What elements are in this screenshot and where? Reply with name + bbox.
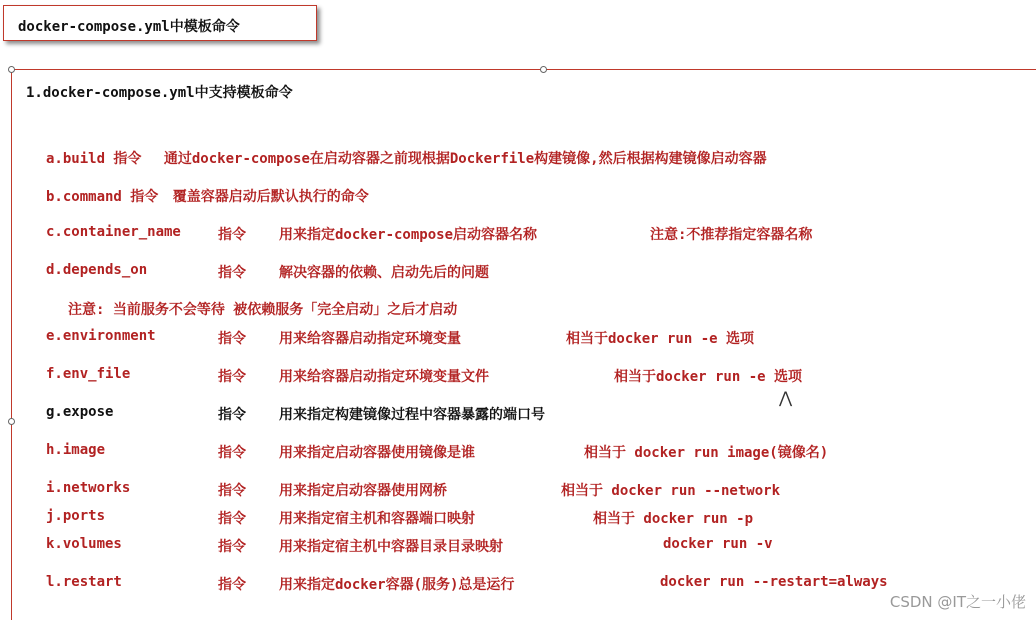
text-cursor-icon: ⋀ — [779, 388, 793, 407]
line-desc: 用来指定启动容器使用网桥 — [279, 483, 447, 499]
line-container-name — [46, 224, 1026, 244]
line-key: e.environment — [46, 328, 156, 344]
line-command — [46, 186, 369, 206]
line-key: b.command 指令 — [46, 189, 159, 205]
line-environment — [46, 328, 1026, 348]
line-cmd: 指令 — [218, 577, 246, 593]
watermark: CSDN @IT之一小佬 — [889, 593, 1026, 611]
section-heading: 1.docker-compose.yml中支持模板命令 — [26, 85, 293, 101]
line-key: h.image — [46, 442, 106, 458]
line-extra: 相当于docker run -e 选项 — [614, 369, 803, 385]
line-desc: 用来给容器启动指定环境变量 — [279, 331, 461, 347]
line-cmd: 指令 — [218, 227, 246, 243]
line-env-file — [46, 366, 1026, 386]
line-key: k.volumes — [46, 536, 122, 552]
line-cmd: 指令 — [218, 265, 246, 281]
line-key: f.env_file — [46, 366, 131, 382]
line-key: j.ports — [46, 508, 106, 524]
line-note: 注意:不推荐指定容器名称 — [650, 227, 813, 243]
line-volumes — [46, 536, 1026, 556]
line-build — [46, 148, 767, 168]
resize-handle-top-middle[interactable] — [540, 66, 547, 73]
resize-handle-middle-left[interactable] — [8, 418, 15, 425]
line-key: c.container_name — [46, 224, 181, 240]
line-networks — [46, 480, 1026, 500]
line-key: d.depends_on — [46, 262, 148, 278]
slide-title: docker-compose.yml中模板命令 — [18, 19, 240, 35]
depends-on-note: 注意: 当前服务不会等待 被依赖服务「完全启动」之后才启动 — [68, 302, 458, 318]
line-extra: docker run -v — [663, 536, 773, 552]
line-cmd: 指令 — [218, 445, 246, 461]
line-key: i.networks — [46, 480, 131, 496]
line-desc: 用来指定docker-compose启动容器名称 — [279, 227, 538, 243]
line-ports — [46, 508, 1026, 528]
line-desc: 用来指定启动容器使用镜像是谁 — [279, 445, 475, 461]
line-cmd: 指令 — [218, 369, 246, 385]
resize-handle-top-left[interactable] — [8, 66, 15, 73]
line-desc: 用来指定宿主机和容器端口映射 — [279, 511, 475, 527]
line-desc: 用来指定构建镜像过程中容器暴露的端口号 — [279, 407, 545, 423]
line-extra: docker run --restart=always — [660, 574, 888, 590]
line-desc: 用来给容器启动指定环境变量文件 — [279, 369, 489, 385]
line-cmd: 指令 — [218, 483, 246, 499]
line-extra: 相当于 docker run --network — [561, 483, 781, 499]
line-extra: 相当于 docker run image(镜像名) — [584, 445, 829, 461]
line-cmd: 指令 — [218, 539, 246, 555]
line-cmd: 指令 — [218, 407, 246, 423]
line-restart — [46, 574, 1026, 594]
line-expose — [46, 404, 1026, 424]
line-cmd: 指令 — [218, 331, 246, 347]
line-desc: 用来指定docker容器(服务)总是运行 — [279, 577, 515, 593]
line-extra: 相当于 docker run -p — [593, 511, 754, 527]
line-depends-on — [46, 262, 1026, 282]
line-desc: 解决容器的依赖、启动先后的问题 — [279, 265, 489, 281]
line-key: g.expose — [46, 404, 114, 420]
line-desc: 通过docker-compose在启动容器之前现根据Dockerfile构建镜像,然后根据构建镜像启动容器 — [163, 151, 767, 167]
line-desc: 覆盖容器启动后默认执行的命令 — [172, 189, 369, 205]
line-desc: 用来指定宿主机中容器目录目录映射 — [279, 539, 503, 555]
line-image — [46, 442, 1026, 462]
line-extra: 相当于docker run -e 选项 — [566, 331, 755, 347]
title-box — [3, 5, 317, 41]
line-cmd: 指令 — [218, 511, 246, 527]
line-key: a.build 指令 — [46, 151, 142, 167]
line-key: l.restart — [46, 574, 122, 590]
